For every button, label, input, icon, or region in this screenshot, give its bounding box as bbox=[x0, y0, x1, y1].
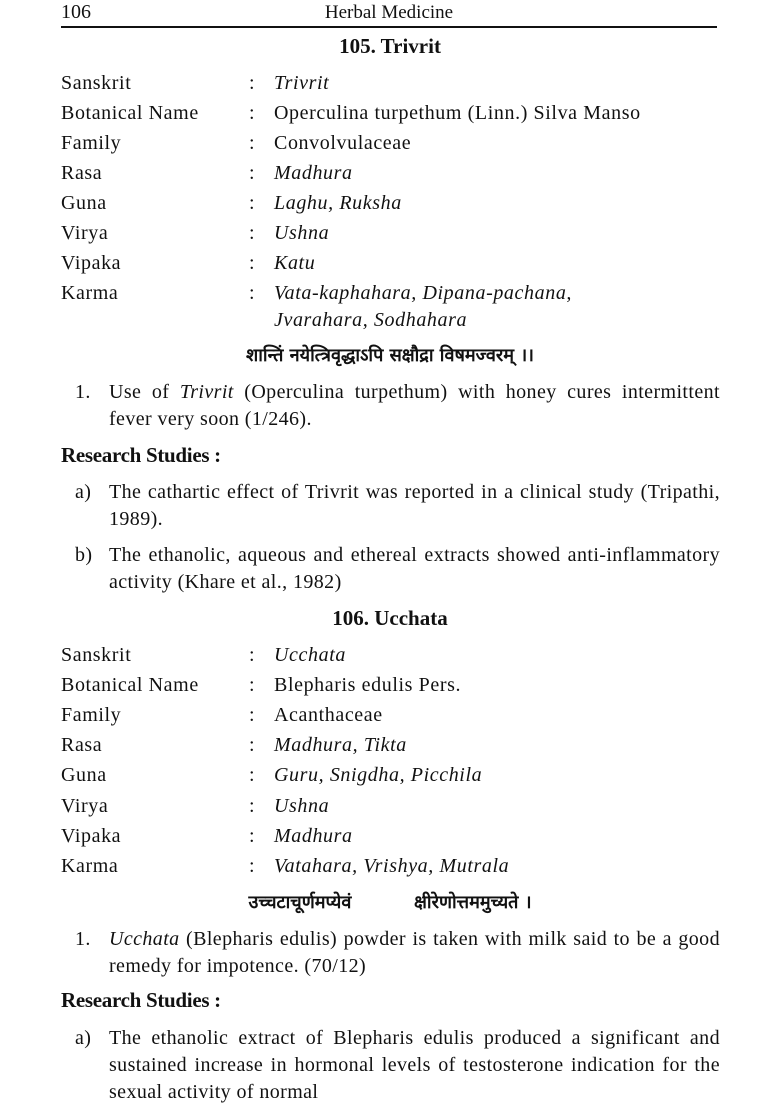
list-marker: b) bbox=[75, 544, 93, 566]
property-value: Madhura bbox=[274, 825, 353, 847]
list-marker: a) bbox=[75, 1027, 92, 1049]
page-number: 106 bbox=[61, 1, 91, 23]
property-value: Operculina turpethum (Linn.) Silva Manso bbox=[274, 102, 641, 124]
research-item bbox=[75, 1025, 720, 1106]
research-item bbox=[75, 542, 720, 596]
herb-name: Trivrit bbox=[179, 381, 234, 403]
usage-item bbox=[75, 379, 720, 433]
property-label: Karma bbox=[61, 855, 119, 877]
list-marker: 1. bbox=[75, 381, 91, 403]
research-heading: Research Studies : bbox=[61, 443, 221, 467]
property-value: Trivrit bbox=[274, 72, 330, 94]
property-label: Virya bbox=[61, 222, 109, 244]
property-label: Family bbox=[61, 132, 122, 154]
research-text: The ethanolic, aqueous and ethereal extracts showed anti-inflammatory activity (Khare et al., 1982) bbox=[109, 544, 720, 593]
research-heading: Research Studies : bbox=[61, 988, 221, 1012]
property-label: Family bbox=[61, 704, 122, 726]
property-label: Vipaka bbox=[61, 825, 122, 847]
property-value: Blepharis edulis Pers. bbox=[274, 674, 462, 696]
property-value: Madhura bbox=[274, 162, 353, 184]
sanskrit-shloka: शान्तिं नयेत्त्रिवृद्धाऽपि सक्षौद्रा विषमज्वरम् ।। bbox=[246, 345, 534, 366]
research-text: The cathartic effect of Trivrit was reported in a clinical study (Tripathi, 1989). bbox=[109, 481, 720, 530]
property-label: Rasa bbox=[61, 734, 103, 756]
property-label: Virya bbox=[61, 795, 109, 817]
usage-text: (Operculina turpethum) with honey cures intermittent fever very soon (1/246). bbox=[109, 381, 720, 430]
list-marker: a) bbox=[75, 481, 92, 503]
property-value: Laghu, Ruksha bbox=[274, 192, 402, 214]
section-title: 105. Trivrit bbox=[339, 34, 441, 58]
property-value: Madhura, Tikta bbox=[274, 734, 407, 756]
usage-item bbox=[75, 926, 720, 980]
property-value: Ushna bbox=[274, 222, 330, 244]
property-label: Botanical Name bbox=[61, 674, 199, 696]
property-label: Karma bbox=[61, 282, 119, 304]
property-value: Ucchata bbox=[274, 644, 346, 666]
usage-text: (Blepharis edulis) powder is taken with milk said to be a good remedy for impotence. (70/12) bbox=[109, 928, 720, 977]
property-label: Guna bbox=[61, 764, 107, 786]
property-label: Sanskrit bbox=[61, 644, 132, 666]
property-value: Vata-kaphahara, Dipana-pachana, bbox=[274, 282, 573, 304]
list-marker: 1. bbox=[75, 928, 91, 950]
research-text: The ethanolic extract of Blepharis edulis produced a significant and sustained increase in hormonal levels of testosterone indication for the sexual activity of normal bbox=[109, 1027, 720, 1103]
research-item bbox=[75, 479, 720, 533]
property-value: Ushna bbox=[274, 795, 330, 817]
property-label: Vipaka bbox=[61, 252, 122, 274]
property-value: Katu bbox=[274, 252, 316, 274]
property-label: Guna bbox=[61, 192, 107, 214]
section-title: 106. Ucchata bbox=[332, 606, 448, 630]
property-label: Rasa bbox=[61, 162, 103, 184]
property-value: Convolvulaceae bbox=[274, 132, 412, 154]
running-title: Herbal Medicine bbox=[324, 2, 454, 23]
property-value: Jvarahara, Sodhahara bbox=[274, 309, 468, 331]
page-header bbox=[61, 0, 717, 28]
property-value: Vatahara, Vrishya, Mutrala bbox=[274, 855, 510, 877]
sanskrit-shloka: उच्चटाचूर्णमप्येवं क्षीरेणोत्तममुच्यते । bbox=[248, 892, 532, 913]
herb-name: Ucchata bbox=[109, 928, 180, 950]
property-value: Guru, Snigdha, Picchila bbox=[274, 764, 483, 786]
property-value: Acanthaceae bbox=[274, 704, 383, 726]
property-label: Sanskrit bbox=[61, 72, 132, 94]
property-label: Botanical Name bbox=[61, 102, 199, 124]
usage-text: Use of bbox=[109, 381, 180, 403]
